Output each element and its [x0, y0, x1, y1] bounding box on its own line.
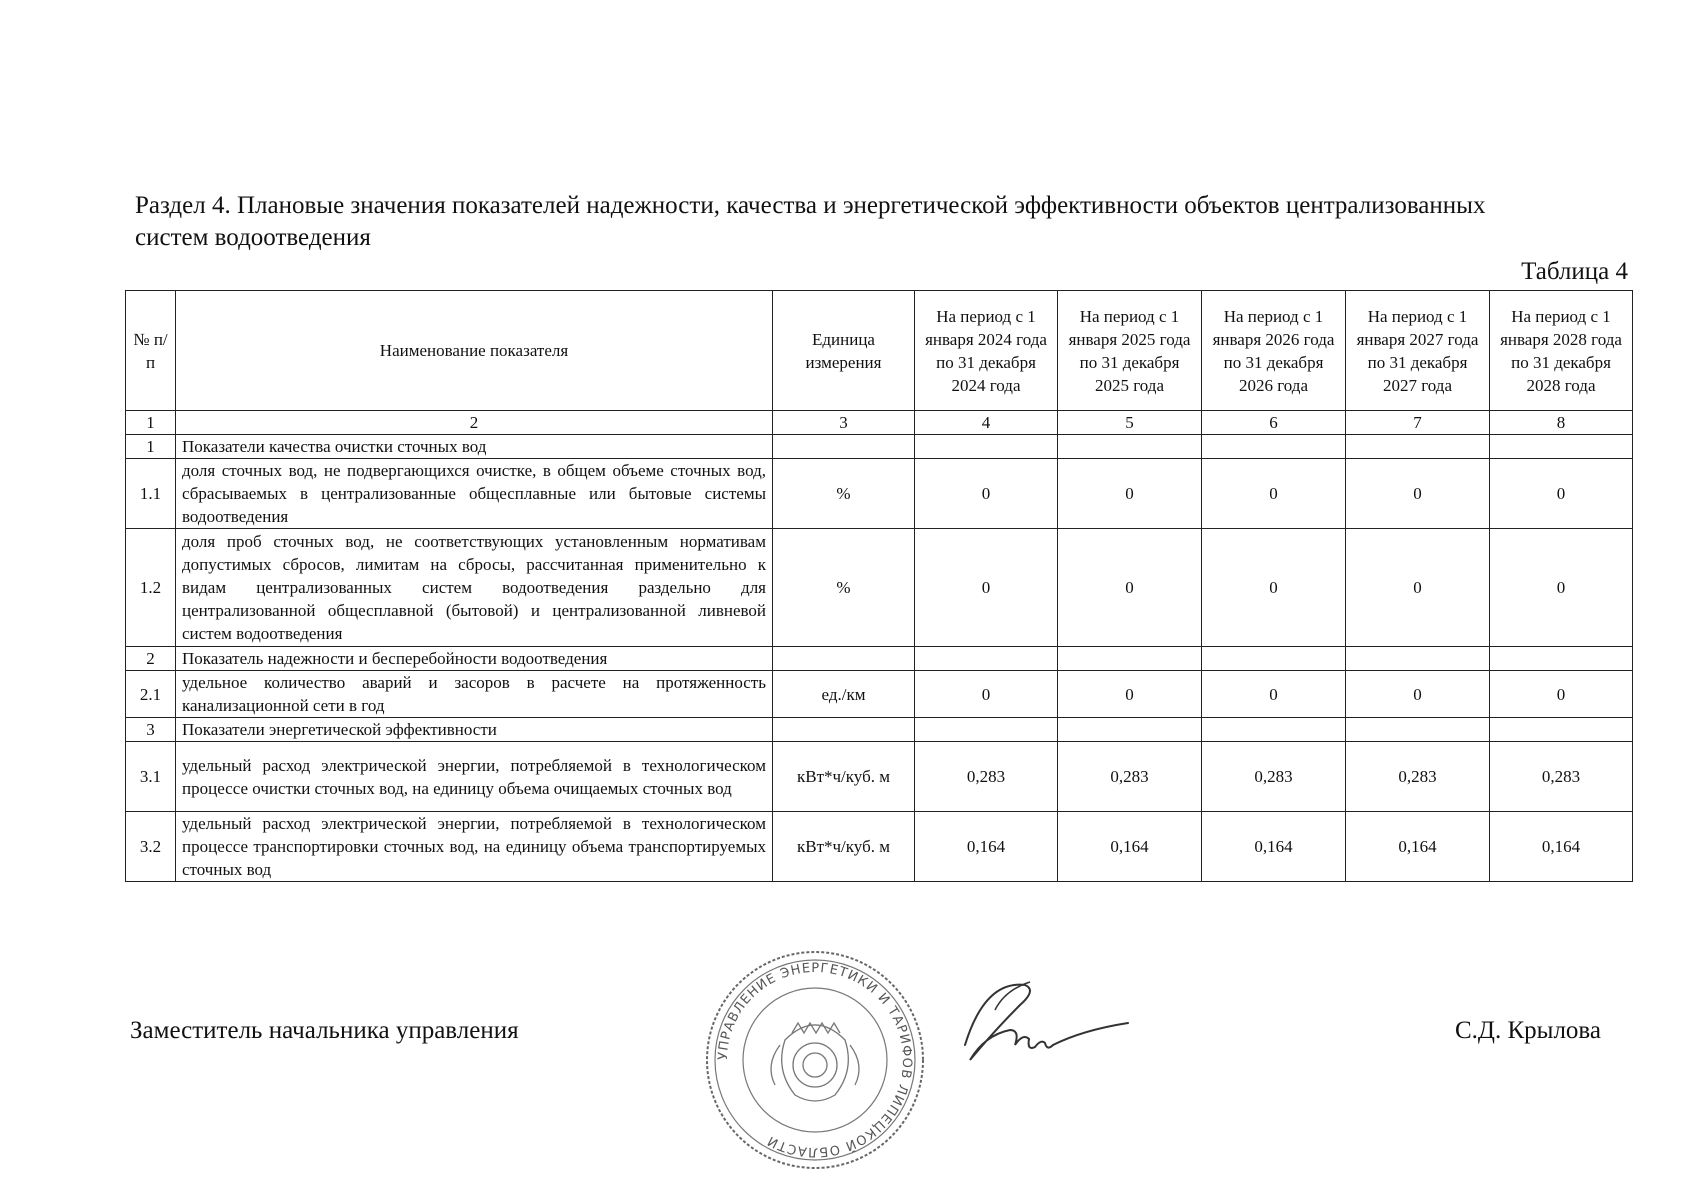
column-number-row — [126, 411, 1633, 435]
row-name: удельный расход электрической энергии, потребляемой в технологическом процессе транспортировки сточных вод, на единицу объема транспортируемых сточных вод — [176, 812, 773, 882]
row-value: 0,164 — [1346, 812, 1490, 882]
row-value: 0 — [1346, 459, 1490, 529]
column-number: 5 — [1058, 411, 1202, 435]
row-value: 0,283 — [1058, 742, 1202, 812]
row-value: 0 — [1058, 529, 1202, 647]
row-name: доля проб сточных вод, не соответствующих установленным нормативам допустимых сбросов, лимитам на сбросы, рассчитанная применительно к видам централизованных систем водоотведения раздельно для централизованной общесплавной (бытовой) и централизованной ливневой систем водоотведения — [176, 529, 773, 647]
row-value — [1058, 647, 1202, 671]
row-value: 0 — [1490, 459, 1633, 529]
row-unit: % — [773, 529, 915, 647]
indicators-table — [125, 290, 1633, 882]
row-unit — [773, 435, 915, 459]
column-number: 2 — [176, 411, 773, 435]
row-name: Показатели энергетической эффективности — [176, 718, 773, 742]
column-number: 3 — [773, 411, 915, 435]
row-value: 0 — [1490, 671, 1633, 718]
row-value — [915, 718, 1058, 742]
row-value — [1202, 647, 1346, 671]
row-name: удельный расход электрической энергии, потребляемой в технологическом процессе очистки сточных вод, на единицу объема очищаемых сточных вод — [176, 742, 773, 812]
signer-title: Заместитель начальника управления — [130, 1017, 519, 1044]
header-period-2026: На период с 1 января 2026 года по 31 декабря 2026 года — [1202, 291, 1346, 411]
column-number: 8 — [1490, 411, 1633, 435]
row-value — [1346, 718, 1490, 742]
row-num: 3 — [126, 718, 176, 742]
table-caption: Таблица 4 — [1521, 258, 1628, 285]
row-value: 0,283 — [1346, 742, 1490, 812]
column-number: 4 — [915, 411, 1058, 435]
official-stamp-seal — [700, 945, 930, 1175]
row-name: Показатель надежности и бесперебойности водоотведения — [176, 647, 773, 671]
table-row-section-2 — [126, 647, 1633, 671]
row-value: 0,164 — [1058, 812, 1202, 882]
row-value: 0 — [1346, 671, 1490, 718]
header-unit: Единица измерения — [773, 291, 915, 411]
table-row-3-1 — [126, 742, 1633, 812]
row-name: Показатели качества очистки сточных вод — [176, 435, 773, 459]
row-value: 0 — [1490, 529, 1633, 647]
column-number: 7 — [1346, 411, 1490, 435]
row-name: удельное количество аварий и засоров в расчете на протяженность канализационной сети в год — [176, 671, 773, 718]
column-number: 1 — [126, 411, 176, 435]
row-value: 0,164 — [1202, 812, 1346, 882]
table-header-row — [126, 291, 1633, 411]
signer-name: С.Д. Крылова — [1455, 1017, 1601, 1044]
header-num: № п/п — [126, 291, 176, 411]
header-period-2027: На период с 1 января 2027 года по 31 декабря 2027 года — [1346, 291, 1490, 411]
row-value: 0 — [915, 529, 1058, 647]
row-unit: кВт*ч/куб. м — [773, 742, 915, 812]
row-value — [915, 435, 1058, 459]
svg-text:УПРАВЛЕНИЕ ЭНЕРГЕТИКИ И ТАРИФО — [716, 961, 914, 1159]
row-value — [1058, 718, 1202, 742]
row-num: 1.2 — [126, 529, 176, 647]
stamp-text: УПРАВЛЕНИЕ ЭНЕРГЕТИКИ И ТАРИФОВ ЛИПЕЦКОЙ ОБЛАСТИ — [715, 960, 915, 1160]
row-value: 0 — [1202, 529, 1346, 647]
row-num: 3.1 — [126, 742, 176, 812]
row-num: 1 — [126, 435, 176, 459]
row-value: 0,164 — [1490, 812, 1633, 882]
row-value: 0 — [1058, 459, 1202, 529]
header-period-2028: На период с 1 января 2028 года по 31 декабря 2028 года — [1490, 291, 1633, 411]
row-value: 0,283 — [915, 742, 1058, 812]
row-name: доля сточных вод, не подвергающихся очистке, в общем объеме сточных вод, сбрасываемых в централизованные общесплавные или бытовые системы водоотведения — [176, 459, 773, 529]
row-value — [1490, 718, 1633, 742]
table-row-3-2 — [126, 812, 1633, 882]
row-value: 0,283 — [1490, 742, 1633, 812]
row-value — [915, 647, 1058, 671]
table-row-section-1 — [126, 435, 1633, 459]
row-unit: % — [773, 459, 915, 529]
header-period-2025: На период с 1 января 2025 года по 31 декабря 2025 года — [1058, 291, 1202, 411]
row-value: 0 — [1202, 671, 1346, 718]
row-value: 0 — [1202, 459, 1346, 529]
row-value: 0 — [915, 459, 1058, 529]
row-unit: кВт*ч/куб. м — [773, 812, 915, 882]
row-unit: ед./км — [773, 671, 915, 718]
row-value: 0,164 — [915, 812, 1058, 882]
header-name: Наименование показателя — [176, 291, 773, 411]
row-value — [1346, 647, 1490, 671]
row-value: 0 — [915, 671, 1058, 718]
table-row-1-1 — [126, 459, 1633, 529]
row-num: 3.2 — [126, 812, 176, 882]
row-value — [1346, 435, 1490, 459]
row-num: 2 — [126, 647, 176, 671]
table-row-section-3 — [126, 718, 1633, 742]
table-row-1-2 — [126, 529, 1633, 647]
row-value — [1202, 718, 1346, 742]
column-number: 6 — [1202, 411, 1346, 435]
handwritten-signature — [935, 970, 1135, 1080]
row-unit — [773, 718, 915, 742]
row-value: 0,283 — [1202, 742, 1346, 812]
row-value — [1202, 435, 1346, 459]
row-value: 0 — [1346, 529, 1490, 647]
row-value — [1490, 647, 1633, 671]
section-heading: Раздел 4. Плановые значения показателей надежности, качества и энергетической эффективности объектов централизованных систем водоотведения — [135, 192, 1486, 251]
row-value: 0 — [1058, 671, 1202, 718]
row-value — [1490, 435, 1633, 459]
row-num: 1.1 — [126, 459, 176, 529]
row-value — [1058, 435, 1202, 459]
row-num: 2.1 — [126, 671, 176, 718]
row-unit — [773, 647, 915, 671]
table-row-2-1 — [126, 671, 1633, 718]
header-period-2024: На период с 1 января 2024 года по 31 декабря 2024 года — [915, 291, 1058, 411]
